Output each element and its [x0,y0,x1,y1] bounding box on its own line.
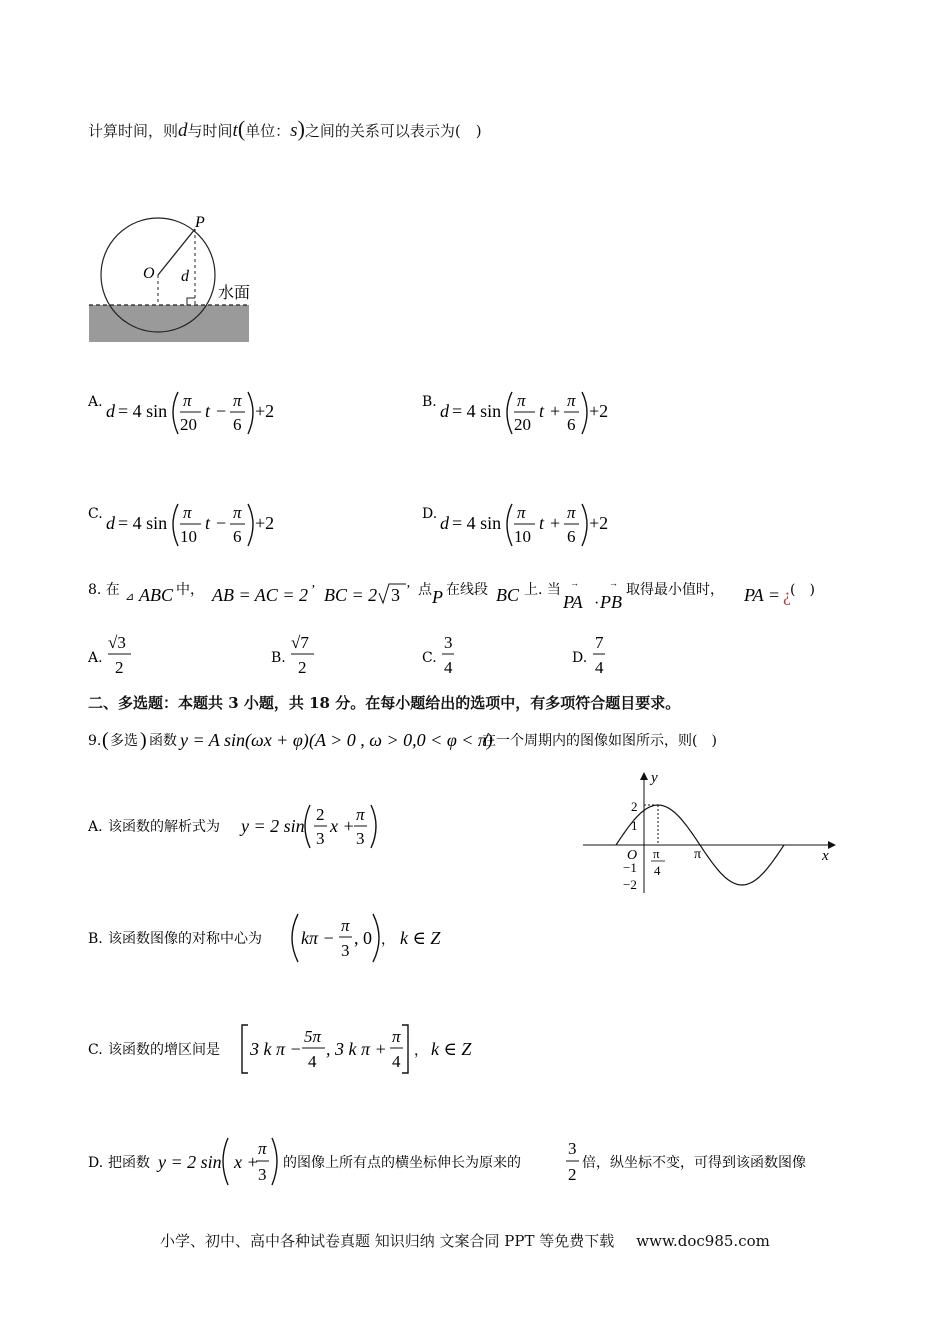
x-axis-arrow [828,841,836,849]
svg-text:C.: C. [422,650,437,666]
svg-text:√7: √7 [291,633,309,652]
tick-y-neg2: −2 [623,877,637,892]
svg-text:6: 6 [567,415,576,434]
svg-text:D.: D. [422,506,438,522]
intro-prefix: 计算时间，则 [88,122,179,140]
svg-text:10: 10 [180,527,197,546]
tick-y-neg1: −1 [623,860,637,875]
q8-options[interactable] [88,630,648,682]
ferris-wheel-figure [85,205,265,350]
svg-text:’: ’ [406,583,411,598]
radius-op [158,229,195,275]
axis-x-label: x [822,848,829,864]
svg-text:3: 3 [341,941,350,960]
svg-text:B.: B. [271,650,286,666]
svg-text:10: 10 [514,527,531,546]
svg-text:+2: +2 [255,513,275,533]
svg-text:k ∈ Z: k ∈ Z [400,928,441,948]
svg-text:√3: √3 [108,633,126,652]
svg-text:9.: 9. [88,733,102,749]
tick-y-2: 2 [631,799,638,814]
svg-text:4: 4 [595,658,604,677]
svg-text:π: π [517,391,526,410]
svg-text:( ): ( ) [790,582,815,598]
svg-text:该函数的增区间是: 该函数的增区间是 [108,1042,220,1058]
tick-pi4-den: 4 [654,863,661,878]
svg-text:2: 2 [298,658,307,677]
svg-text:π: π [567,391,576,410]
svg-text:3: 3 [391,585,400,605]
svg-text:π: π [392,1027,401,1046]
svg-text:+: + [550,401,561,421]
svg-text:+2: +2 [589,401,609,421]
svg-text:A.: A. [88,650,103,666]
svg-text:的图像上所有点的横坐标伸长为原来的: 的图像上所有点的横坐标伸长为原来的 [283,1155,521,1171]
q9-option-c[interactable] [88,1021,508,1077]
svg-text:PA =: PA = [744,585,780,605]
svg-text:π: π [183,503,192,522]
svg-text:P: P [432,587,443,607]
sine-graph [580,768,840,898]
svg-text:→: → [570,578,579,588]
svg-text:(: ( [102,729,109,751]
footer-url: www.doc985.com [636,1232,770,1250]
svg-text:8. 在: 8. 在 [88,582,120,598]
tick-pi4-num: π [653,846,660,861]
svg-text:，: ， [381,933,395,948]
svg-text:3: 3 [444,633,453,652]
svg-text:¿: ¿ [783,585,791,605]
svg-text:d: d [440,401,449,421]
svg-text:’: ’ [311,583,316,598]
svg-text:t: t [539,513,545,533]
svg-text:= 4 sin: = 4 sin [452,401,502,421]
svg-text:+: + [550,513,561,533]
q7-c-formula [88,500,328,550]
intro-suffix: 之间的关系可以表示为( ) [304,122,482,140]
q7-option-d[interactable] [422,500,662,554]
svg-text:B.: B. [88,931,103,947]
svg-text:20: 20 [180,415,197,434]
q7-d-formula [422,500,662,550]
label-water: 水面 [218,283,251,302]
svg-text:2: 2 [568,1165,577,1184]
svg-text:6: 6 [233,527,242,546]
svg-text:中，: 中， [176,582,204,598]
intro-unit-label: 单位： [245,122,291,140]
q7-option-b[interactable] [422,388,662,442]
svg-text:4: 4 [308,1052,317,1071]
intro-t: t [232,120,238,141]
svg-text:): ) [140,729,147,751]
q9-option-d[interactable] [88,1133,863,1189]
q7-option-c[interactable] [88,500,328,554]
svg-text:4: 4 [392,1052,401,1071]
svg-text:t: t [539,401,545,421]
tick-y-1: 1 [631,818,638,833]
svg-text:t: t [205,401,211,421]
svg-text:π: π [233,391,242,410]
svg-text:d: d [106,401,115,421]
svg-text:上. 当: 上. 当 [524,582,561,598]
svg-text:A.: A. [88,819,103,835]
svg-text:k ∈ Z: k ∈ Z [431,1039,472,1059]
svg-text:A.: A. [88,394,103,410]
svg-text:π: π [258,1139,267,1158]
svg-text:C.: C. [88,1042,103,1058]
svg-text:PB: PB [600,592,622,612]
q9-option-b[interactable] [88,910,468,966]
svg-text:= 4 sin: = 4 sin [118,513,168,533]
intro-d: d [178,120,188,141]
svg-text:x +: x + [234,1152,259,1172]
svg-text:6: 6 [233,415,242,434]
svg-text:AB = AC = 2: AB = AC = 2 [212,585,308,605]
svg-text:，: ， [414,1044,428,1059]
origin-label: O [627,848,638,863]
svg-text:y = 2 sin: y = 2 sin [158,1152,222,1172]
svg-text:在一个周期内的图像如图所示，则( ): 在一个周期内的图像如图所示，则( ) [482,733,717,749]
svg-text:2: 2 [316,805,325,824]
svg-text:+2: +2 [255,401,275,421]
svg-text:, 3 k π +: , 3 k π + [326,1039,387,1059]
svg-text:= 4 sin: = 4 sin [452,513,502,533]
svg-text:倍，纵坐标不变，可得到该函数图像: 倍，纵坐标不变，可得到该函数图像 [582,1155,806,1171]
q9-option-a[interactable] [88,800,388,852]
tick-pi: π [694,847,702,862]
svg-text:= 4 sin: = 4 sin [118,401,168,421]
q8-stem [88,572,848,616]
svg-text:D.: D. [88,1155,104,1171]
axis-y-label: y [651,770,658,786]
svg-text:在线段: 在线段 [446,582,488,598]
svg-text:PA: PA [563,592,583,612]
svg-text:多选: 多选 [110,733,138,749]
q7-b-formula [422,388,662,438]
footer [160,1229,770,1253]
svg-text:π: π [356,805,365,824]
svg-text:3: 3 [356,829,365,848]
svg-text:7: 7 [595,633,604,652]
label-p: P [195,214,205,231]
intro-mid: 与时间 [187,122,233,140]
svg-text:BC: BC [496,585,520,605]
intro-unit-close: ) [297,116,305,141]
svg-text:d: d [440,513,449,533]
svg-text:3: 3 [316,829,325,848]
right-angle-mark [187,298,195,305]
svg-text:3 k π −: 3 k π − [250,1039,302,1059]
svg-text:t: t [205,513,211,533]
svg-text:kπ −: kπ − [301,928,335,948]
svg-text:函数: 函数 [149,733,177,749]
svg-text:6: 6 [567,527,576,546]
svg-text:+2: +2 [589,513,609,533]
label-o: O [143,265,155,282]
svg-text:⊿: ⊿ [125,591,135,603]
svg-text:4: 4 [444,658,453,677]
svg-text:·: · [594,595,600,612]
svg-text:π: π [517,503,526,522]
svg-text:, 0: , 0 [354,928,372,948]
svg-text:π: π [341,916,350,935]
q7-option-a[interactable] [88,388,328,442]
svg-text:(A > 0 , ω > 0,0 < φ < π): (A > 0 , ω > 0,0 < φ < π) [309,730,493,750]
intro-line [88,114,482,144]
label-d: d [181,268,189,285]
svg-text:点: 点 [418,582,432,598]
svg-text:BC = 2: BC = 2 [324,585,378,605]
svg-text:y = 2 sin: y = 2 sin [241,816,305,836]
footer-text: 小学、初中、高中各种试卷真题 知识归纳 文案合同 PPT 等免费下载 [160,1232,615,1250]
svg-text:→: → [609,578,618,588]
svg-text:该函数图像的对称中心为: 该函数图像的对称中心为 [108,931,262,947]
y-axis-arrow [640,772,648,780]
svg-text:x +: x + [330,816,355,836]
svg-text:把函数: 把函数 [108,1155,150,1171]
svg-text:C.: C. [88,506,103,522]
svg-text:d: d [106,513,115,533]
svg-text:π: π [183,391,192,410]
section-heading: 二、多选题：本题共 3 小题，共 18 分。在每小题给出的选项中，有多项符合题目要求。 [88,694,681,712]
svg-text:2: 2 [115,658,124,677]
svg-text:π: π [567,503,576,522]
svg-text:π: π [233,503,242,522]
intro-unit-open: ( [237,116,246,141]
svg-text:3: 3 [258,1165,267,1184]
svg-text:20: 20 [514,415,531,434]
svg-text:D.: D. [572,650,588,666]
svg-text:−: − [216,513,227,533]
svg-text:B.: B. [422,394,437,410]
svg-text:ABC: ABC [139,585,173,605]
q9-stem [88,724,848,756]
intro-unit-s: s [290,120,298,141]
svg-text:−: − [216,401,227,421]
q7-a-formula [88,388,328,438]
svg-text:取得最小值时，: 取得最小值时， [626,582,724,598]
svg-text:5π: 5π [304,1027,322,1046]
svg-text:3: 3 [568,1139,577,1158]
svg-text:该函数的解析式为: 该函数的解析式为 [108,819,220,835]
svg-text:y = A sin(ωx + φ): y = A sin(ωx + φ) [180,730,309,750]
